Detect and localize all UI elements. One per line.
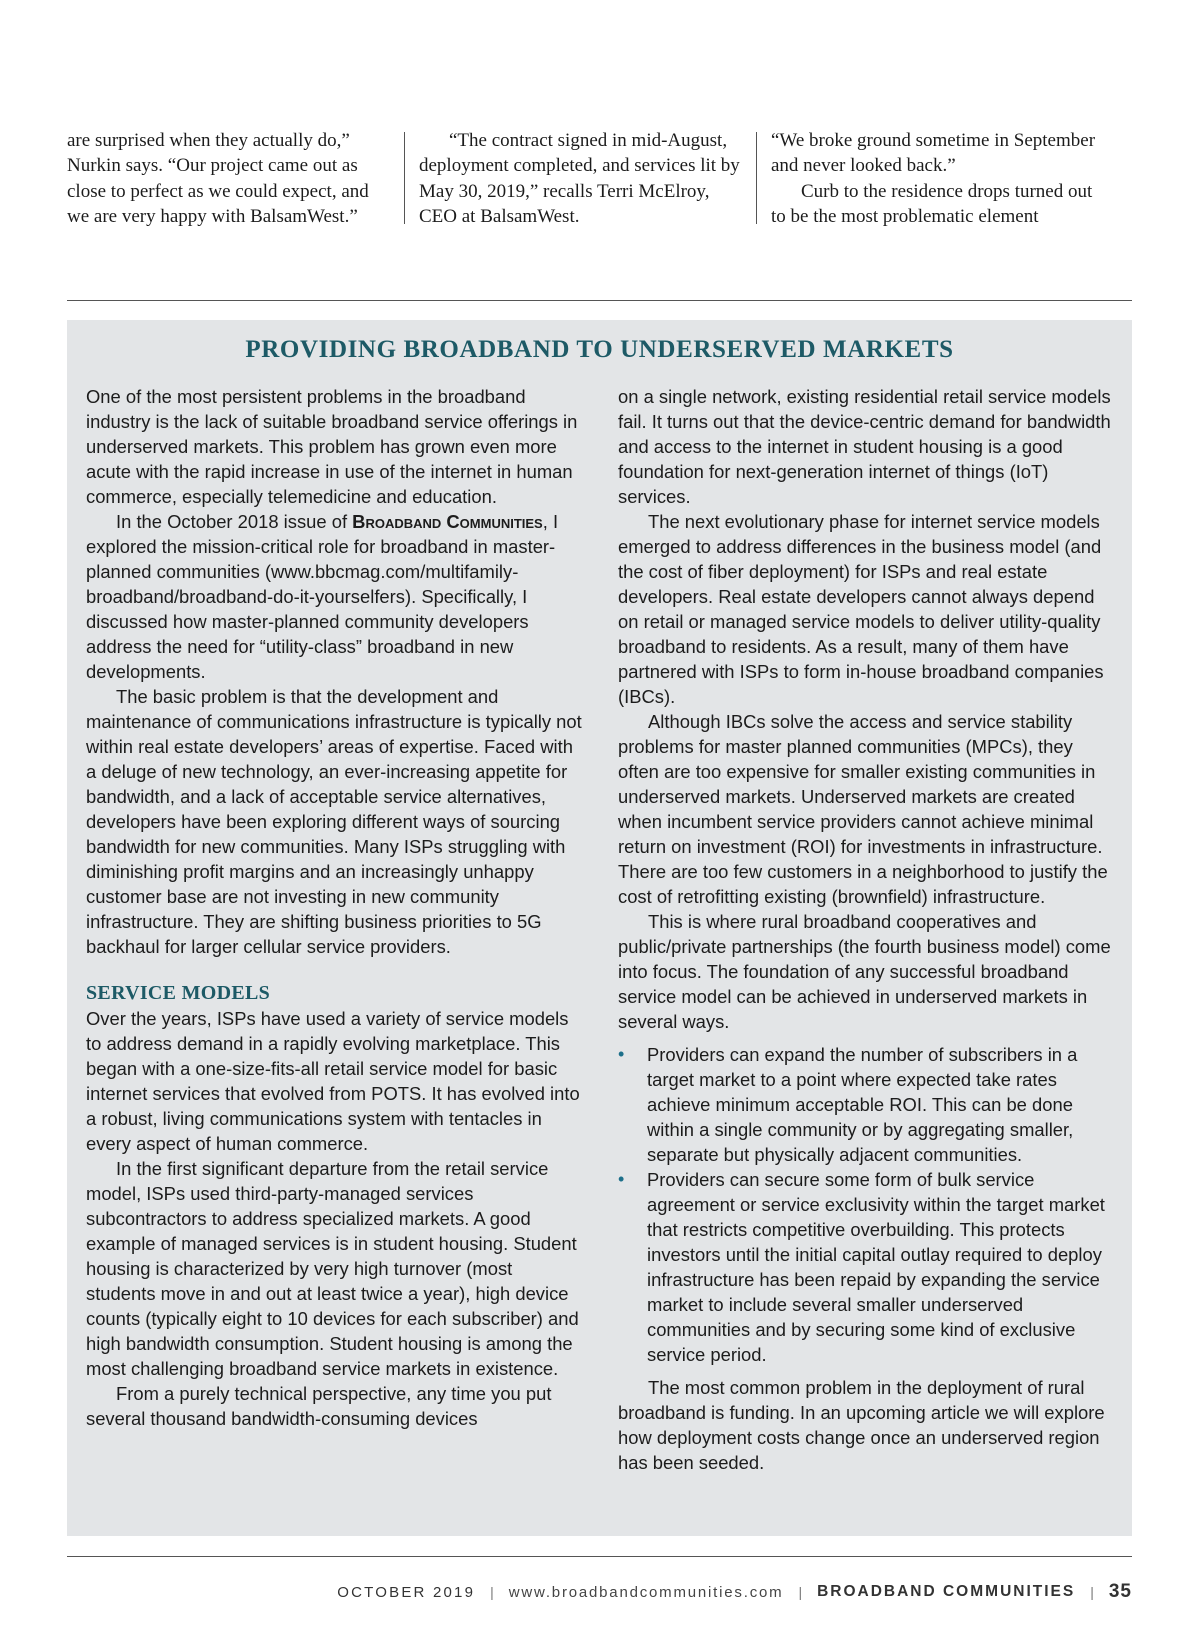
sidebar-title: PROVIDING BROADBAND TO UNDERSERVED MARKETS xyxy=(245,336,954,363)
body-paragraph xyxy=(86,509,586,684)
column-divider xyxy=(404,132,405,224)
footer-publication-name: BROADBAND COMMUNITIES xyxy=(817,1583,1076,1600)
sidebar-right-column xyxy=(618,384,1118,1475)
body-paragraph: The most common problem in the deployment of rural broadband is funding. In an upcoming article we will explore how deployment costs change once an underserved region has been seeded. xyxy=(618,1377,1105,1473)
body-paragraph: The next evolutionary phase for internet service models emerged to address differences in the business model (and the cost of fiber deployment) for ISPs and real estate developers. Real estate developers cannot always depend on retail or managed service models to deliver utility-quality broadband to residents. As a result, many of them have partnered with ISPs to form in-house broadband companies (IBCs). xyxy=(618,511,1104,707)
list-item xyxy=(618,1167,1118,1367)
paragraph-text: In the October 2018 issue of xyxy=(116,511,353,532)
top-column-3 xyxy=(771,128,1111,230)
list-item xyxy=(618,1042,1118,1167)
top-column-paragraph: are surprised when they actually do,” Nurkin says. “Our project came out as close to perfect as we could expect, and we are very happy with BalsamWest.” xyxy=(67,130,369,228)
top-column-1 xyxy=(67,128,395,230)
body-paragraph: From a purely technical perspective, any time you put several thousand bandwidth-consuming devices xyxy=(86,1383,552,1429)
top-continuation-columns xyxy=(67,128,1132,228)
section-divider xyxy=(67,300,1132,301)
bullet-list xyxy=(618,1042,1118,1367)
body-paragraph: The basic problem is that the development and maintenance of communications infrastructure is typically not within real estate developers’ areas of expertise. Faced with a deluge of new technology, an ever-increasing appetite for bandwidth, and a lack of acceptable service alternatives, developers have been exploring different ways of sourcing bandwidth for new communities. Many ISPs struggling with diminishing profit margins and an increasingly unhappy customer base are not investing in new community infrastructure. They are shifting business priorities to 5G backhaul for larger cellular service providers. xyxy=(86,686,582,957)
footer-website-link[interactable]: www.broadbandcommunities.com xyxy=(508,1583,784,1601)
sidebar-left-column xyxy=(86,384,586,1431)
top-column-paragraph: Curb to the residence drops turned out to be the most problematic element xyxy=(771,180,1093,228)
top-column-2 xyxy=(419,128,747,230)
list-item-text: Providers can expand the number of subscribers in a target market to a point where expected take rates achieve minimum acceptable ROI. This can be done within a single community or by aggregating smaller, separate but physically adjacent communities. xyxy=(647,1044,1078,1165)
subheading: SERVICE MODELS xyxy=(86,982,271,1004)
footer-separator: | xyxy=(1090,1584,1094,1600)
page-number: 35 xyxy=(1108,1581,1132,1602)
publication-name: Broadband Communities xyxy=(352,511,543,532)
sidebar-box xyxy=(67,320,1132,1536)
footer-issue-date: OCTOBER 2019 xyxy=(337,1583,476,1601)
body-paragraph: Over the years, ISPs have used a variety of service models to address demand in a rapidly evolving marketplace. This began with a one-size-fits-all retail service model for basic internet services that evolved from POTS. It has evolved into a robust, living communications system with tentacles in every aspect of human commerce. xyxy=(86,1008,580,1154)
body-paragraph: on a single network, existing residential retail service models fail. It turns out that the device-centric demand for bandwidth and access to the internet in student housing is a good foundation for next-generation internet of things (IoT) services. xyxy=(618,386,1111,507)
body-paragraph: In the first significant departure from the retail service model, ISPs used third-party-managed services subcontractors to address specialized markets. A good example of managed services is in student housing. Student housing is characterized by very high turnover (most students move in and out at least twice a year), high device counts (typically eight to 10 devices for each subscriber) and high bandwidth consumption. Student housing is among the most challenging broadband service markets in existence. xyxy=(86,1158,579,1379)
body-paragraph: This is where rural broadband cooperatives and public/private partnerships (the fourth business model) come into focus. The foundation of any successful broadband service model can be achieved in underserved markets in several ways. xyxy=(618,911,1111,1032)
page-footer xyxy=(337,1580,1132,1604)
list-item-text: Providers can secure some form of bulk service agreement or service exclusivity within the target market that restricts competitive overbuilding. This protects investors until the initial capital outlay required to deploy infrastructure has been repaid by expanding the service market to include several smaller underserved communities and by securing some kind of exclusive service period. xyxy=(647,1169,1105,1365)
footer-separator: | xyxy=(490,1584,494,1600)
top-column-paragraph: “We broke ground sometime in September and never looked back.” xyxy=(771,130,1096,177)
column-divider xyxy=(756,132,757,224)
paragraph-text: , I explored the mission-critical role for broadband in master-planned communities (www.bbcmag.com/multifamily-broadband/broadband-do-it-yourselfers). Specifically, I discussed how master-planned community developers address the need for “utility-class” broadband in new developments. xyxy=(86,511,559,682)
body-paragraph: One of the most persistent problems in the broadband industry is the lack of suitable broadband service offerings in underserved markets. This problem has grown even more acute with the rapid increase in use of the internet in human commerce, especially telemedicine and education. xyxy=(86,386,578,507)
bullet-icon: • xyxy=(618,1169,625,1189)
top-column-paragraph: “The contract signed in mid-August, deployment completed, and services lit by May 30, 2019,” recalls Terri McElroy, CEO at BalsamWest. xyxy=(419,130,740,228)
footer-divider xyxy=(67,1556,1132,1557)
body-paragraph: Although IBCs solve the access and service stability problems for master planned communities (MPCs), they often are too expensive for smaller existing communities in underserved markets. Underserved markets are created when incumbent service providers cannot achieve minimal return on investment (ROI) for investments in infrastructure. There are too few customers in a neighborhood to justify the cost of retrofitting existing (brownfield) infrastructure. xyxy=(618,711,1108,907)
bullet-icon: • xyxy=(618,1044,625,1064)
footer-separator: | xyxy=(798,1584,803,1600)
